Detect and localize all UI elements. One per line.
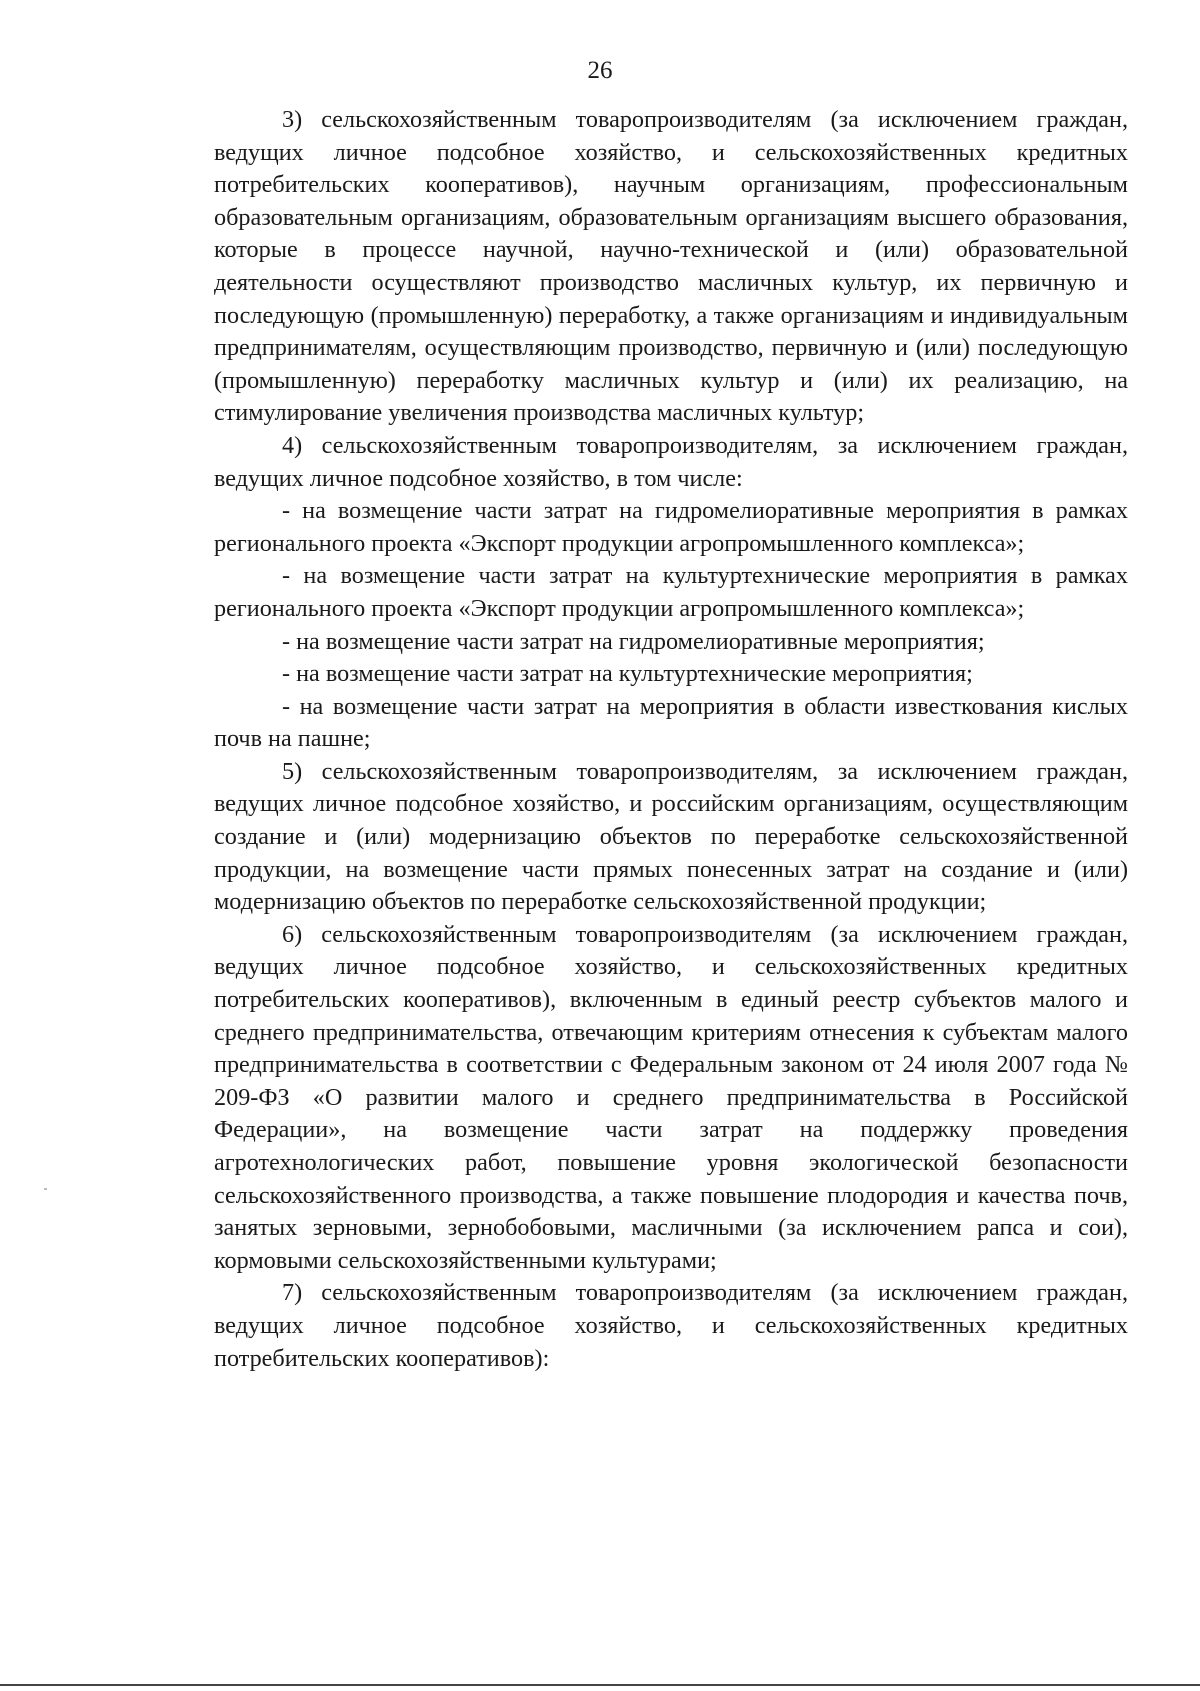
paragraph-subitem-hydro-export: - на возмещение части затрат на гидромелиоративные мероприятия в рамках регионального проекта «Экспорт продукции агропромышленного комплекса»; bbox=[214, 497, 1128, 557]
paragraph-item-7: 7) сельскохозяйственным товаропроизводителям (за исключением граждан, ведущих личное подсобное хозяйство, и сельскохозяйственных кредитных потребительских кооперативов): bbox=[214, 1279, 1128, 1372]
paragraph-item-3: 3) сельскохозяйственным товаропроизводителям (за исключением граждан, ведущих личное подсобное хозяйство, и сельскохозяйственных кредитных потребительских кооперативов), научным организациям, профессиональным образовательным организациям, образовательным организациям высшего образования, которые в процессе научной, научно-технической и (или) образовательной деятельности осуществляют производство масличных культур, их первичную и последующую (промышленную) переработку, а также организациям и индивидуальным предпринимателям, осуществляющим производство, первичную и (или) последующую (промышленную) переработку масличных культур и (или) их реализацию, на стимулирование увеличения производства масличных культур; bbox=[214, 106, 1128, 427]
paragraph-item-5: 5) сельскохозяйственным товаропроизводителям, за исключением граждан, ведущих личное подсобное хозяйство, и российским организациям, осуществляющим создание и (или) модернизацию объектов по переработке сельскохозяйственной продукции, на возмещение части прямых понесенных затрат на создание и (или) модернизацию объектов по переработке сельскохозяйственной продукции; bbox=[214, 757, 1128, 916]
page-number: 26 bbox=[587, 57, 613, 84]
paragraph-subitem-culture-export: - на возмещение части затрат на культуртехнические мероприятия в рамках регионального проекта «Экспорт продукции агропромышленного комплекса»; bbox=[214, 562, 1128, 622]
paragraph-subitem-hydro: - на возмещение части затрат на гидромелиоративные мероприятия; bbox=[282, 627, 985, 655]
bottom-scan-edge bbox=[0, 1684, 1200, 1686]
document-body bbox=[214, 104, 1128, 1375]
paragraph-item-4: 4) сельскохозяйственным товаропроизводителям, за исключением граждан, ведущих личное подсобное хозяйство, в том числе: bbox=[214, 431, 1128, 492]
scan-artifact bbox=[44, 1188, 47, 1190]
paragraph-subitem-culture: - на возмещение части затрат на культуртехнические мероприятия; bbox=[282, 660, 973, 688]
paragraph-item-6: 6) сельскохозяйственным товаропроизводителям (за исключением граждан, ведущих личное подсобное хозяйство, и сельскохозяйственных кредитных потребительских кооперативов), включенным в единый реестр субъектов малого и среднего предпринимательства, отвечающим критериям отнесения к субъектам малого предпринимательства в соответствии с Федеральным законом от 24 июля 2007 года № 209-ФЗ «О развитии малого и среднего предпринимательства в Российской Федерации», на возмещение части затрат на поддержку проведения агротехнологических работ, повышение уровня экологической безопасности сельскохозяйственного производства, а также повышение плодородия и качества почв, занятых зерновыми, зернобобовыми, масличными (за исключением рапса и сои), кормовыми сельскохозяйственными культурами; bbox=[214, 920, 1128, 1274]
paragraph-subitem-liming: - на возмещение части затрат на мероприятия в области известкования кислых почв на пашне; bbox=[214, 692, 1128, 753]
